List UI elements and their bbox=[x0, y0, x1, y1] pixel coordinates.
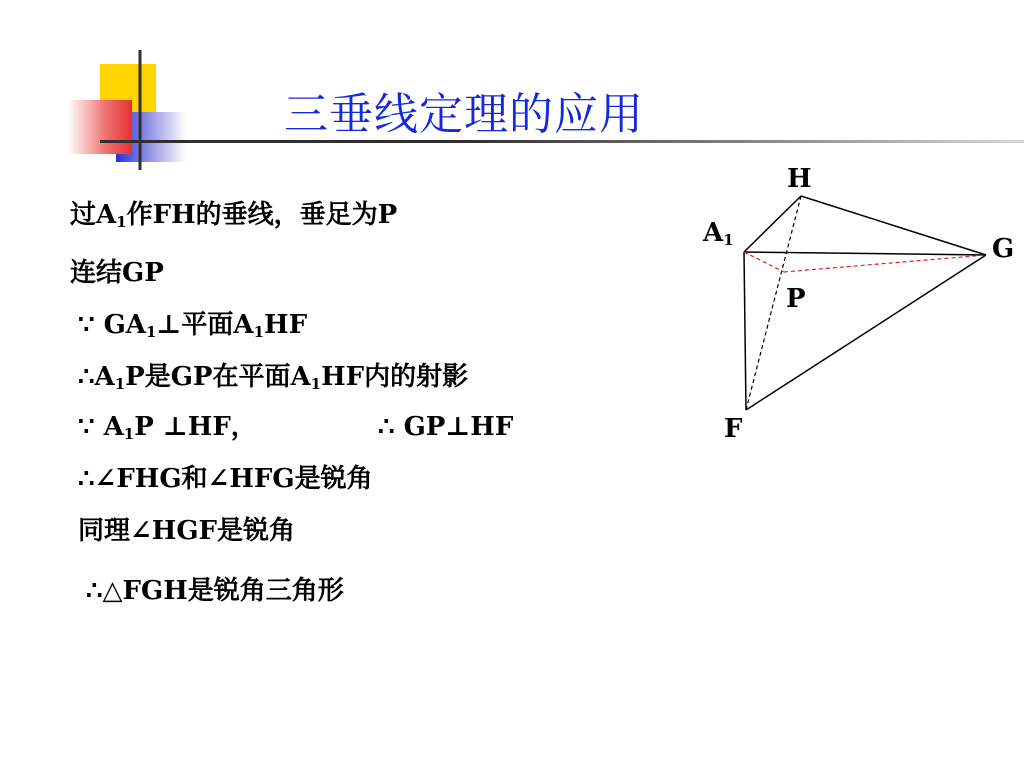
proof-line-1: 过$A_1$作FH的垂线，垂足为P bbox=[70, 200, 398, 231]
edge-H-G bbox=[801, 196, 986, 255]
edge-A1-G bbox=[744, 252, 986, 255]
tetrahedron-figure bbox=[700, 160, 1024, 450]
edge-A1-F bbox=[744, 252, 746, 410]
proof-line-2: 连结GP bbox=[70, 258, 164, 288]
proof-line-5: ∵ $A_1P$ ⊥HF， bbox=[78, 412, 257, 443]
segment-A1-P bbox=[744, 252, 784, 272]
logo-decoration bbox=[60, 40, 200, 180]
vertex-label-G: G bbox=[992, 234, 1015, 264]
segment-P-G bbox=[784, 255, 986, 272]
vertex-label-H: H bbox=[787, 164, 812, 194]
edge-F-G bbox=[746, 255, 986, 410]
vertex-label-F: F bbox=[724, 414, 743, 444]
proof-line-8: ∴△FGH是锐角三角形 bbox=[86, 576, 344, 606]
proof-line-4: $\therefore A_1P$是GP在平面$A_1HF$内的射影 bbox=[78, 362, 469, 393]
proof-line-7: 同理∠HGF是锐角 bbox=[78, 516, 296, 546]
vertex-label-A1: $A_1$ bbox=[703, 218, 734, 249]
proof-line-6: ∴∠FHG和∠HFG是锐角 bbox=[78, 464, 373, 494]
vertex-label-P: P bbox=[786, 284, 806, 314]
edge-A1-H bbox=[744, 196, 801, 252]
slide-title: 三垂线定理的应用 bbox=[284, 89, 644, 140]
proof-line-3: ∵ $GA_1\perp$平面$A_1HF$ bbox=[78, 310, 308, 341]
proof-line-5b: ∴ GP⊥HF bbox=[378, 412, 514, 442]
red-square bbox=[68, 100, 132, 154]
